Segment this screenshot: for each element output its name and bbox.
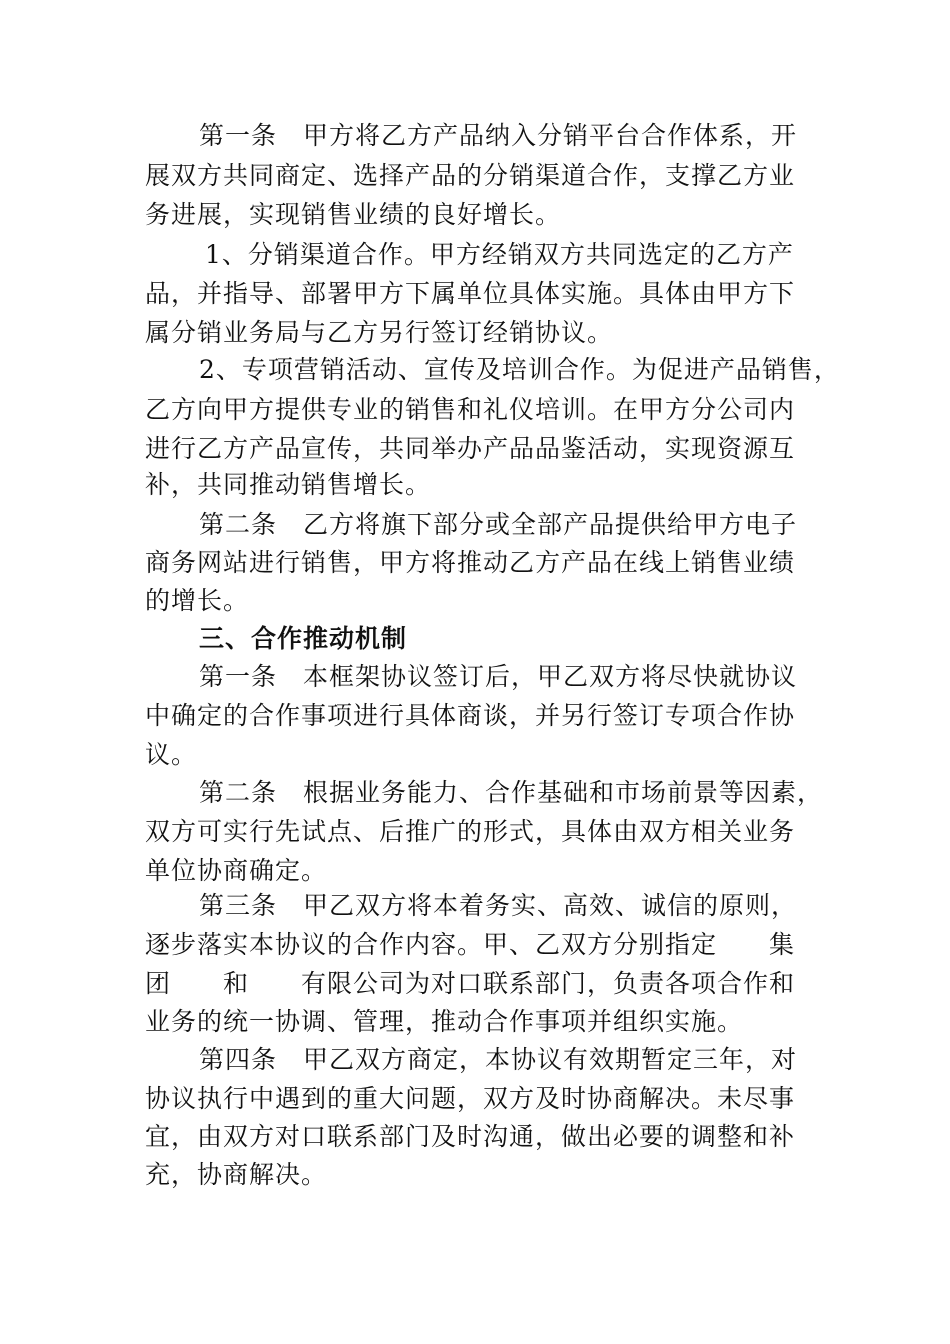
paragraph-line: 进行乙方产品宣传，共同举办产品品鉴活动，实现资源互 (145, 434, 796, 463)
paragraph-line: 逐步落实本协议的合作内容。甲、乙双方分别指定 集 (145, 930, 796, 959)
paragraph-line: 品，并指导、部署甲方下属单位具体实施。具体由甲方下 (145, 279, 796, 308)
paragraph-line: 第一条 本框架协议签订后，甲乙双方将尽快就协议 (199, 662, 798, 691)
paragraph-line: 补，共同推动销售增长。 (145, 470, 432, 499)
paragraph-line: 充，协商解决。 (145, 1160, 328, 1189)
paragraph-line: 第二条 乙方将旗下部分或全部产品提供给甲方电子 (199, 510, 798, 539)
paragraph-line: 2、专项营销活动、宣传及培训合作。为促进产品销售， (199, 355, 840, 384)
paragraph-line: 属分销业务局与乙方另行签订经销协议。 (145, 318, 614, 347)
section-heading: 三、合作推动机制 (199, 624, 408, 653)
paragraph-line: 单位协商确定。 (145, 856, 328, 885)
paragraph-line: 第二条 根据业务能力、合作基础和市场前景等因素， (199, 778, 824, 807)
paragraph-line: 业务的统一协调、管理，推动合作事项并组织实施。 (145, 1007, 744, 1036)
paragraph-line: 议。 (145, 740, 198, 769)
paragraph-line: 中确定的合作事项进行具体商谈，并另行签订专项合作协 (145, 701, 796, 730)
paragraph-line: 的增长。 (145, 586, 250, 615)
paragraph-line: 乙方向甲方提供专业的销售和礼仪培训。在甲方分公司内 (145, 395, 796, 424)
paragraph-line: 宜，由双方对口联系部门及时沟通，做出必要的调整和补 (145, 1122, 796, 1151)
paragraph-line: 第三条 甲乙双方将本着务实、高效、诚信的原则， (199, 891, 798, 920)
paragraph-line: 团 和 有限公司为对口联系部门，负责各项合作和 (145, 969, 796, 998)
paragraph-line: 务进展，实现销售业绩的良好增长。 (145, 200, 562, 229)
paragraph-line: 第四条 甲乙双方商定，本协议有效期暂定三年，对 (199, 1045, 798, 1074)
paragraph-line: 第一条 甲方将乙方产品纳入分销平台合作体系，开 (199, 121, 798, 150)
paragraph-line: 1、分销渠道合作。甲方经销双方共同选定的乙方产 (205, 240, 794, 269)
paragraph-line: 商务网站进行销售，甲方将推动乙方产品在线上销售业绩 (145, 548, 796, 577)
paragraph-line: 双方可实行先试点、后推广的形式，具体由双方相关业务 (145, 817, 796, 846)
paragraph-line: 协议执行中遇到的重大问题，双方及时协商解决。未尽事 (145, 1084, 796, 1113)
paragraph-line: 展双方共同商定、选择产品的分销渠道合作，支撑乙方业 (145, 161, 796, 190)
